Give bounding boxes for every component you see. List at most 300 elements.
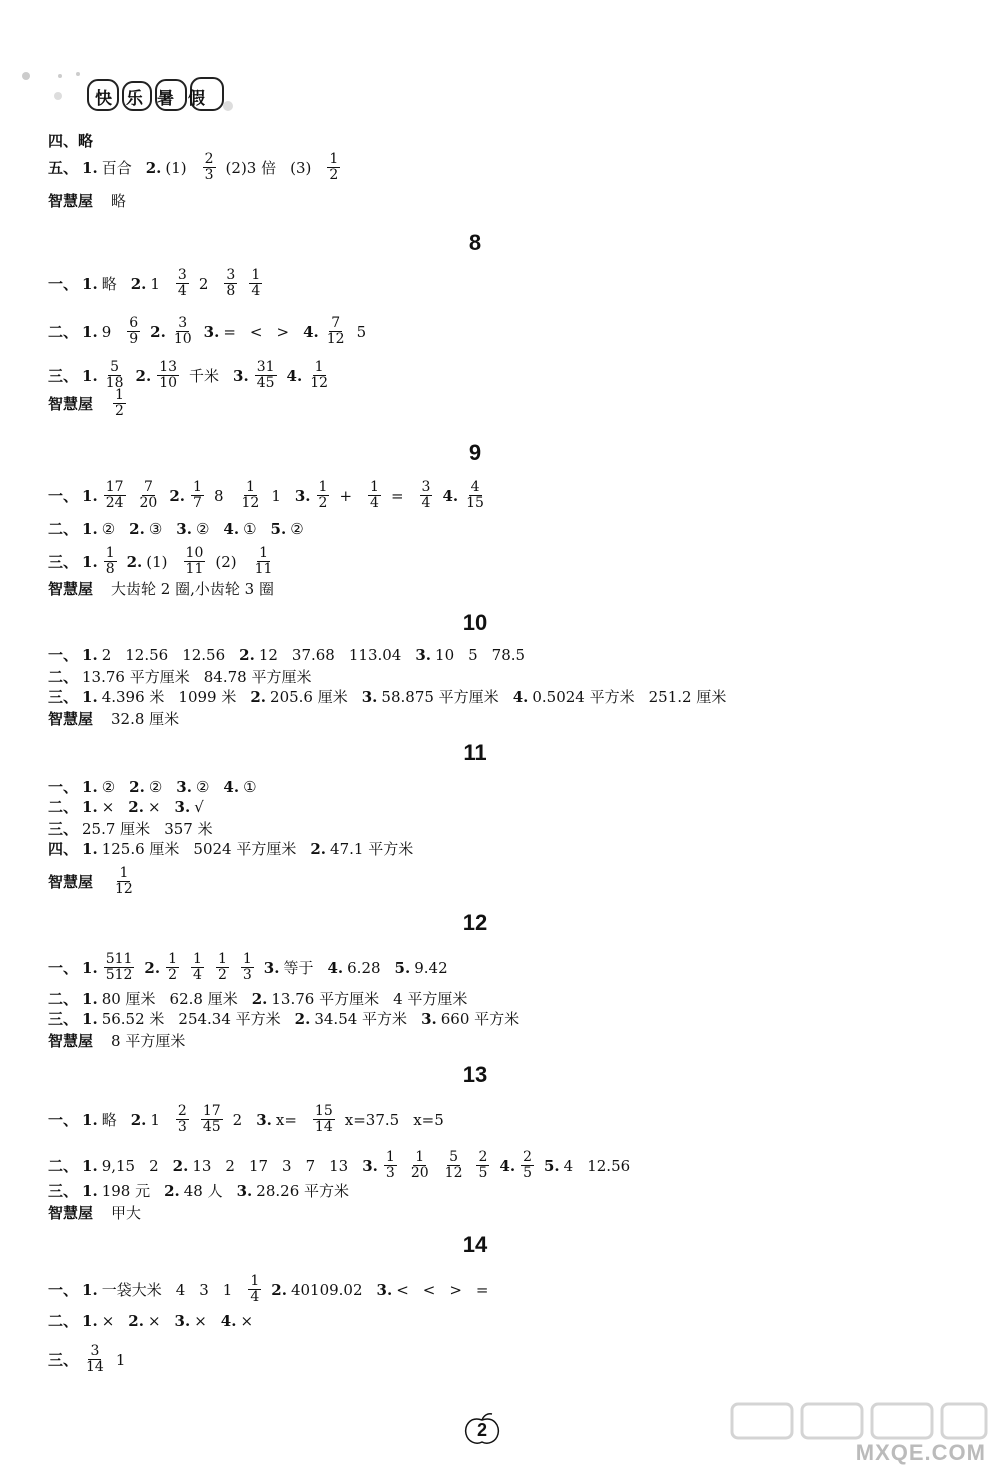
answer-text: > [449, 1280, 462, 1299]
answer-label: 2. [144, 958, 161, 977]
header-title: 快乐暑假 [95, 89, 219, 109]
answer-text: 4 [563, 1156, 574, 1175]
answer-text: 4 平方厘米 [393, 990, 468, 1008]
fraction [248, 1274, 261, 1305]
answer-label: 3. [176, 520, 192, 538]
answer-text: x=5 [413, 1110, 444, 1129]
answer-text: 125.6 厘米 [101, 840, 180, 858]
answer-label: 2. [172, 1156, 189, 1175]
section-number: 8 [468, 230, 482, 255]
answer-label: 二、 [48, 1312, 79, 1330]
answer-label: 2. [129, 520, 145, 538]
fraction-numerator: 3 [226, 267, 236, 283]
answer-text: (2) [215, 552, 237, 571]
answer-text: 0.5024 平方米 [532, 688, 635, 706]
fraction-denominator: 14 [314, 1119, 333, 1135]
fraction-denominator: 10 [173, 331, 192, 347]
answer-line [48, 1104, 458, 1135]
fraction-numerator: 3 [90, 1343, 100, 1359]
answer-line [48, 518, 318, 539]
answer-text: 13 [192, 1156, 212, 1175]
answer-label: 三、 [48, 1182, 79, 1200]
fraction-numerator: 3 [177, 267, 187, 283]
answer-label: 2. [145, 158, 162, 177]
answer-line [48, 1030, 199, 1051]
fraction-numerator: 5 [110, 359, 120, 375]
answer-text: 12.56 [182, 646, 226, 664]
answer-text: × [101, 798, 115, 816]
answer-text: = [390, 486, 404, 505]
fraction [157, 360, 179, 391]
answer-label: 3. [263, 958, 280, 977]
fraction-denominator: 18 [105, 375, 124, 391]
fraction-numerator: 2 [204, 151, 214, 167]
fraction-numerator: 13 [159, 359, 178, 375]
answer-text: 205.6 厘米 [270, 688, 348, 706]
answer-label: 三、 [48, 1350, 79, 1369]
answer-label: 二、 [48, 990, 79, 1008]
answer-label: 2. [239, 646, 255, 664]
answer-line [48, 1310, 267, 1331]
answer-text: x=37.5 [344, 1110, 400, 1129]
answer-label: 2. [271, 1280, 287, 1299]
fraction-numerator: 31 [256, 359, 275, 375]
answer-text: 3 [199, 1280, 209, 1299]
answer-line [48, 952, 462, 983]
fraction-numerator: 5 [449, 1149, 459, 1165]
answer-line [48, 268, 272, 299]
answer-text: 2 [225, 1156, 235, 1175]
page-number-badge [462, 1412, 502, 1446]
fraction-denominator: 8 [226, 283, 236, 299]
answer-text: 8 [213, 486, 224, 505]
answer-label: 4. [499, 1156, 516, 1175]
answer-text: ① [243, 520, 257, 538]
answer-text: 5 [356, 322, 367, 341]
fraction [255, 360, 277, 391]
answer-label: 1. [82, 798, 98, 816]
answer-line [48, 1008, 533, 1029]
answer-label: 一、 [48, 486, 79, 505]
answer-line [48, 796, 218, 817]
answer-label: 四、 [48, 840, 79, 858]
fraction-numerator: 1 [245, 479, 255, 495]
answer-text: 34.54 平方米 [314, 1010, 408, 1028]
answer-label: 2. [164, 1182, 180, 1200]
page-number: 2 [476, 1420, 487, 1440]
answer-label: 2. [294, 1010, 311, 1028]
fraction [113, 866, 135, 897]
fraction [368, 480, 381, 511]
fraction-denominator: 11 [185, 561, 204, 577]
fraction-denominator: 4 [193, 967, 202, 983]
answer-label: 3. [176, 778, 192, 796]
answer-label: 1. [82, 486, 98, 505]
answer-line [48, 130, 97, 151]
answer-text: 357 米 [164, 820, 213, 838]
answer-line [48, 644, 539, 665]
answer-label: 1. [82, 366, 98, 385]
answer-label: 智慧屋 [48, 1032, 94, 1050]
answer-label: 1. [82, 1156, 98, 1175]
fraction-denominator: 24 [105, 495, 124, 511]
fraction [203, 152, 216, 183]
fraction [127, 316, 140, 347]
answer-label: 5. [544, 1156, 560, 1175]
answer-label: 4. [442, 486, 459, 505]
fraction [113, 388, 126, 419]
fraction [166, 952, 179, 983]
answer-label: 三、 [48, 820, 79, 838]
answer-label: 智慧屋 [48, 192, 94, 210]
answer-text: 5024 平方厘米 [193, 840, 297, 858]
fraction [104, 480, 126, 511]
fraction-denominator: 5 [523, 1165, 532, 1181]
answer-label: 1. [82, 274, 98, 293]
answer-text: 78.5 [491, 646, 526, 664]
answer-label: 4. [512, 688, 529, 706]
section-number: 12 [462, 910, 488, 935]
fraction-denominator: 3 [204, 167, 214, 183]
answer-text: 56.52 米 [101, 1010, 165, 1028]
answer-text: 2 [149, 1156, 159, 1175]
fraction [84, 1344, 106, 1375]
fraction-denominator: 20 [139, 495, 158, 511]
answer-label: 2. [150, 322, 166, 341]
answer-label: 1. [82, 990, 98, 1008]
fraction-numerator: 15 [314, 1103, 333, 1119]
answer-text: (2)3 倍 [225, 158, 277, 177]
answer-label: 1. [82, 958, 98, 977]
fraction-numerator: 1 [415, 1149, 425, 1165]
answer-line [48, 1202, 155, 1223]
answer-text: (1) [146, 552, 168, 571]
fraction-numerator: 2 [523, 1149, 532, 1165]
answer-line [48, 316, 380, 347]
answer-text: ② [195, 778, 210, 796]
answer-label: 2. [130, 1110, 147, 1129]
answer-text: 1 [271, 486, 281, 505]
answer-text: (1) [165, 158, 187, 177]
fraction-denominator: 3 [177, 1119, 187, 1135]
answer-text: 千米 [189, 366, 220, 385]
fraction-numerator: 3 [421, 479, 431, 495]
answer-label: 1. [82, 322, 98, 341]
section-number: 9 [468, 440, 482, 465]
answer-label: 3. [421, 1010, 437, 1028]
answer-label: 1. [82, 1280, 98, 1299]
fraction-denominator: 4 [421, 495, 431, 511]
answer-text: 12.56 [125, 646, 169, 664]
answer-label: 3. [203, 322, 220, 341]
answer-text: ① [243, 778, 257, 796]
answer-label: 3. [361, 688, 378, 706]
fraction [325, 316, 347, 347]
answer-label: 智慧屋 [48, 580, 94, 598]
answer-label: 五、 [48, 158, 79, 177]
fraction [313, 1104, 335, 1135]
answer-text: (3) [290, 158, 312, 177]
fraction-denominator: 4 [251, 283, 261, 299]
fraction-denominator: 4 [370, 495, 379, 511]
fraction-numerator: 1 [329, 151, 339, 167]
watermark-domain: MXQE.COM [855, 1440, 986, 1465]
answer-line [48, 1180, 363, 1201]
answer-text: 2 [198, 274, 209, 293]
fraction [224, 268, 237, 299]
answer-label: 1. [82, 688, 98, 706]
answer-line [48, 578, 288, 599]
section-number: 10 [462, 610, 488, 635]
answer-label: 3. [294, 486, 311, 505]
answer-text: 58.875 平方厘米 [381, 688, 499, 706]
fraction [104, 546, 117, 577]
answer-text: 113.04 [348, 646, 402, 664]
answer-text: > [276, 322, 290, 341]
answer-label: 2. [129, 778, 145, 796]
answer-text: 28.26 平方米 [256, 1182, 350, 1200]
answer-label: 4. [303, 322, 319, 341]
answer-text: 13 [329, 1156, 349, 1175]
answer-label: 2. [135, 366, 152, 385]
fraction-denominator: 14 [86, 1359, 104, 1375]
answer-label: 1. [82, 1182, 98, 1200]
fraction-numerator: 1 [193, 479, 202, 495]
fraction-denominator: 45 [256, 375, 275, 391]
answer-label: 二、 [48, 668, 79, 686]
fraction-denominator: 11 [254, 561, 273, 577]
answer-label: 1. [82, 840, 98, 858]
fraction-denominator: 20 [410, 1165, 429, 1181]
answer-text: 80 厘米 [101, 990, 156, 1008]
fraction-denominator: 10 [159, 375, 178, 391]
answer-text: 2 [232, 1110, 243, 1129]
answer-label: 5. [394, 958, 411, 977]
answer-text: 7 [305, 1156, 316, 1175]
answer-label: 一、 [48, 778, 79, 796]
answer-line [48, 1274, 503, 1305]
fraction-numerator: 17 [202, 1103, 221, 1119]
answer-label: 四、略 [48, 132, 94, 150]
fraction [253, 546, 275, 577]
answer-text: 4 [175, 1280, 186, 1299]
answer-text: 251.2 厘米 [648, 688, 727, 706]
fraction [327, 152, 340, 183]
answer-label: 三、 [48, 366, 79, 385]
answer-text: 84.78 平方厘米 [203, 668, 312, 686]
answer-text: < [422, 1280, 436, 1299]
fraction-denominator: 2 [115, 403, 124, 419]
answer-text: 12 [258, 646, 278, 664]
answer-line [48, 388, 136, 419]
answer-text: ② [195, 520, 210, 538]
answer-label: 智慧屋 [48, 710, 94, 728]
fraction [384, 1150, 397, 1181]
answer-text: < [249, 322, 263, 341]
answer-label: 二、 [48, 798, 79, 816]
answer-line [48, 866, 145, 897]
answer-label: 4. [223, 778, 240, 796]
fraction [216, 952, 229, 983]
answer-label: 一、 [48, 958, 79, 977]
answer-text: 12.56 [587, 1156, 631, 1175]
answer-label: 2. [128, 798, 144, 816]
answer-line [48, 988, 481, 1009]
answer-label: 3. [362, 1156, 378, 1175]
answer-label: 4. [220, 1312, 237, 1330]
fraction [420, 480, 433, 511]
answer-label: 4. [327, 958, 344, 977]
answer-text: 5 [468, 646, 478, 664]
answer-line [48, 1344, 139, 1375]
fraction-denominator: 2 [217, 967, 227, 983]
fraction [241, 952, 254, 983]
section-number: 11 [463, 740, 487, 765]
fraction-numerator: 1 [250, 1273, 260, 1289]
answer-text: ② [148, 778, 163, 796]
fraction-denominator: 12 [326, 331, 345, 347]
answer-label: 1. [82, 552, 98, 571]
answer-text: 略 [101, 1110, 117, 1129]
answer-line [48, 1150, 644, 1181]
answer-label: 3. [256, 1110, 272, 1129]
answer-text: ② [101, 520, 116, 538]
answer-label: 一、 [48, 1280, 79, 1299]
fraction-numerator: 1 [168, 951, 178, 967]
answer-line [48, 708, 193, 729]
answer-text: 25.7 厘米 [82, 820, 151, 838]
fraction-numerator: 1 [119, 865, 129, 881]
fraction-numerator: 1 [251, 267, 261, 283]
answer-label: 3. [376, 1280, 393, 1299]
answer-text: 10 [435, 646, 455, 664]
fraction [239, 480, 261, 511]
answer-label: 3. [233, 366, 249, 385]
answer-text: < [396, 1280, 409, 1299]
answer-text: 大齿轮 2 圈,小齿轮 3 圈 [111, 580, 274, 598]
answer-text: × [147, 798, 161, 816]
answer-label: 2. [130, 274, 147, 293]
answer-label: 1. [82, 1312, 98, 1330]
fraction-numerator: 17 [105, 479, 124, 495]
answer-text: 9.42 [414, 958, 448, 977]
fraction-numerator: 1 [105, 545, 115, 561]
fraction [443, 1150, 465, 1181]
fraction [104, 952, 135, 983]
answer-label: 2. [128, 1312, 144, 1330]
fraction-denominator: 7 [193, 495, 202, 511]
answer-line [48, 686, 740, 707]
fraction-denominator: 15 [466, 495, 484, 511]
answer-text: 4.396 米 [101, 688, 165, 706]
answer-text: 9,15 [101, 1156, 136, 1175]
answer-text: ② [101, 778, 116, 796]
fraction [172, 316, 194, 347]
fraction [191, 952, 204, 983]
answer-text: 13.76 平方厘米 [82, 668, 190, 686]
answer-label: 5. [270, 520, 287, 538]
answer-line [48, 190, 140, 211]
answer-line [48, 480, 496, 511]
fraction [249, 268, 262, 299]
answer-label: 智慧屋 [48, 394, 94, 413]
answer-text: × [101, 1312, 115, 1330]
fraction-numerator: 6 [129, 315, 139, 331]
fraction-numerator: 1 [259, 545, 268, 561]
answer-label: 二、 [48, 520, 79, 538]
fraction-numerator: 1 [318, 479, 328, 495]
answer-label: 1. [82, 520, 98, 538]
fraction-numerator: 4 [470, 479, 480, 495]
answer-text: 等于 [283, 958, 314, 977]
answer-label: 2. [126, 552, 143, 571]
header-banner [20, 70, 240, 115]
fraction-numerator: 2 [177, 1103, 187, 1119]
answer-line [48, 666, 325, 687]
answer-text: 1099 米 [178, 688, 237, 706]
fraction [464, 480, 486, 511]
fraction-denominator: 3 [385, 1165, 395, 1181]
answer-text: 甲大 [111, 1204, 142, 1222]
answer-label: 4. [286, 366, 303, 385]
answer-text: 6.28 [347, 958, 381, 977]
answer-text: 略 [101, 274, 117, 293]
answer-label: 2. [250, 688, 267, 706]
answer-label: 智慧屋 [48, 1204, 94, 1222]
answer-label: 3. [174, 798, 191, 816]
section-number: 14 [462, 1232, 488, 1257]
answer-label: 3. [236, 1182, 253, 1200]
answer-label: 智慧屋 [48, 872, 94, 891]
fraction [308, 360, 330, 391]
answer-text: 13.76 平方厘米 [271, 990, 380, 1008]
answer-text: × [194, 1312, 207, 1330]
fraction-denominator: 3 [242, 967, 252, 983]
answer-text: 1 [115, 1350, 126, 1369]
answer-text: ② [290, 520, 304, 538]
fraction-denominator: 12 [115, 881, 133, 897]
answer-label: 一、 [48, 274, 79, 293]
answer-label: 1. [82, 646, 98, 664]
answer-text: × [240, 1312, 254, 1330]
fraction-denominator: 9 [129, 331, 139, 347]
fraction [138, 480, 160, 511]
answer-text: 47.1 平方米 [330, 840, 414, 858]
answer-label: 4. [223, 520, 240, 538]
answer-label: 三、 [48, 1010, 79, 1028]
fraction-numerator: 3 [178, 315, 188, 331]
answer-text: = [475, 1280, 489, 1299]
answer-label: 三、 [48, 688, 79, 706]
answer-line [48, 818, 227, 839]
fraction-numerator: 1 [385, 1149, 395, 1165]
fraction [191, 480, 204, 511]
answer-text: × [147, 1312, 161, 1330]
fraction-denominator: 512 [105, 967, 133, 983]
answer-text: 3 [282, 1156, 292, 1175]
fraction-denominator: 4 [177, 283, 187, 299]
watermark-icon [722, 1400, 992, 1440]
fraction-denominator: 2 [168, 967, 178, 983]
fraction-denominator: 12 [444, 1165, 463, 1181]
fraction-numerator: 1 [115, 387, 124, 403]
answer-text: 8 平方厘米 [111, 1032, 186, 1050]
fraction [521, 1150, 534, 1181]
answer-text: 1 [150, 274, 160, 293]
fraction-denominator: 4 [250, 1289, 260, 1305]
fraction-denominator: 2 [329, 167, 339, 183]
answer-label: 2. [310, 840, 327, 858]
